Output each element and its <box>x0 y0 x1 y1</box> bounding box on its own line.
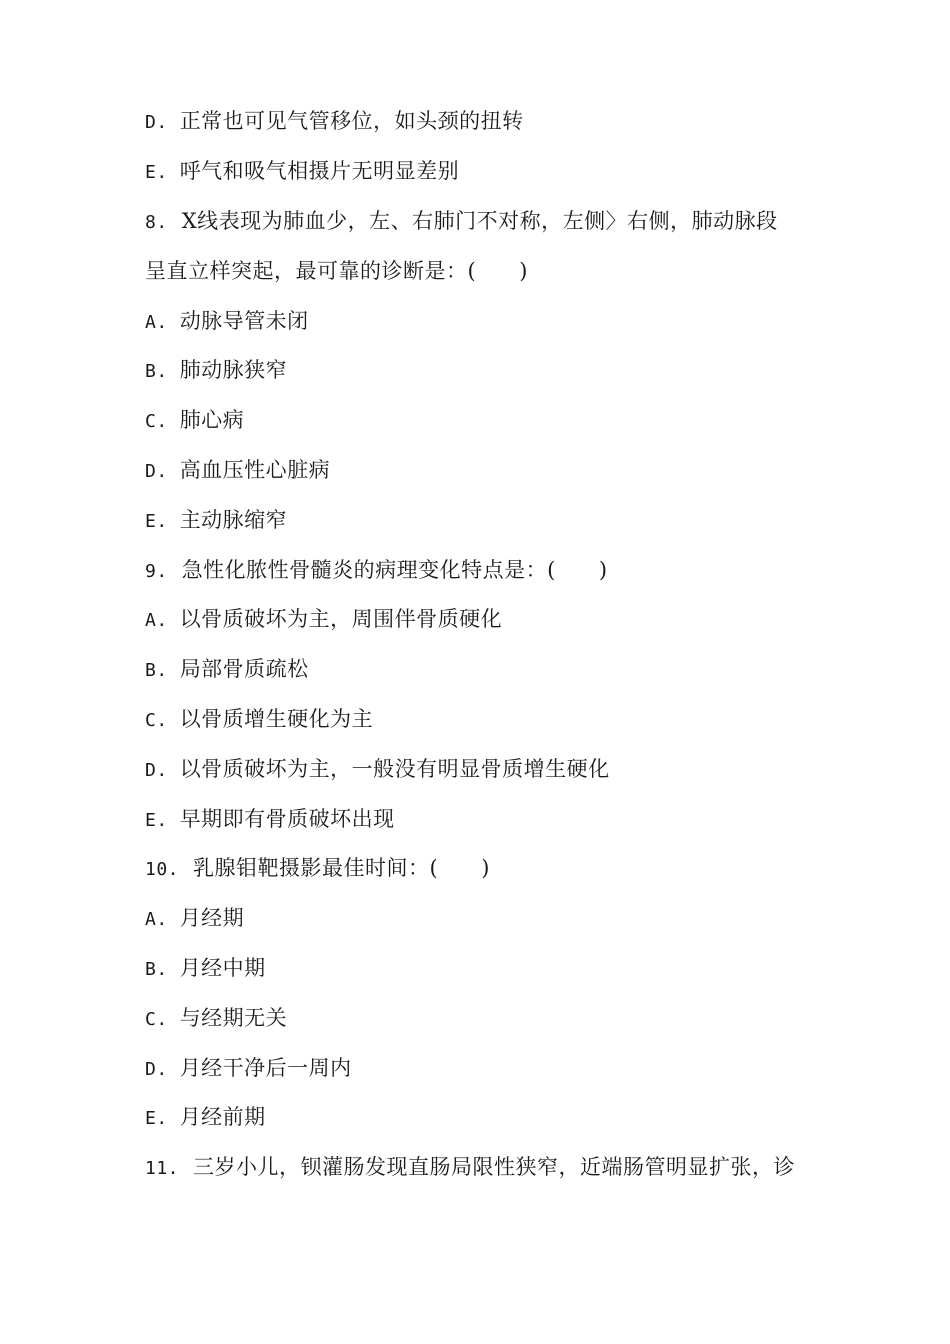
question-number: 10. <box>145 859 180 880</box>
option-label: D. <box>145 461 168 482</box>
question-line <box>145 555 835 587</box>
option-label: A. <box>145 312 168 333</box>
option-text: 正常也可见气管移位，如头颈的扭转 <box>179 109 524 133</box>
option-text: 肺心病 <box>179 408 245 432</box>
option-label: B. <box>145 959 168 980</box>
option-label: B. <box>145 660 168 681</box>
question-number: 8. <box>145 212 168 233</box>
option-text: 与经期无关 <box>179 1006 288 1030</box>
option-line <box>145 455 835 487</box>
option-line <box>145 903 835 935</box>
option-line <box>145 405 835 437</box>
option-line <box>145 106 835 138</box>
option-line <box>145 156 835 188</box>
option-text: 呼气和吸气相摄片无明显差别 <box>179 159 460 183</box>
option-text: 局部骨质疏松 <box>179 657 309 681</box>
option-label: D. <box>145 112 168 133</box>
option-line <box>145 804 835 836</box>
option-label: C. <box>145 710 168 731</box>
option-line <box>145 604 835 636</box>
option-line <box>145 704 835 736</box>
option-text: 早期即有骨质破坏出现 <box>179 807 395 831</box>
question-line <box>145 206 835 238</box>
option-line <box>145 306 835 338</box>
option-label: A. <box>145 610 168 631</box>
option-line <box>145 1053 835 1085</box>
option-line <box>145 355 835 387</box>
option-line <box>145 953 835 985</box>
option-label: E. <box>145 162 168 183</box>
option-line <box>145 505 835 537</box>
option-text: 月经期 <box>179 906 245 930</box>
option-label: B. <box>145 361 168 382</box>
option-text: 肺动脉狭窄 <box>179 358 288 382</box>
question-line <box>145 1152 835 1184</box>
question-text: 乳腺钼靶摄影最佳时间：( ) <box>193 856 490 880</box>
option-label: E. <box>145 1108 168 1129</box>
option-text: 动脉导管未闭 <box>179 309 309 333</box>
question-text: 三岁小儿，钡灌肠发现直肠局限性狭窄，近端肠管明显扩张，诊 <box>193 1155 796 1179</box>
option-line <box>145 1102 835 1134</box>
option-text: 月经中期 <box>179 956 266 980</box>
question-text: 急性化脓性骨髓炎的病理变化特点是：( ) <box>181 558 608 582</box>
option-text: 月经前期 <box>179 1105 266 1129</box>
option-text: 以骨质增生硬化为主 <box>179 707 374 731</box>
option-label: E. <box>145 810 168 831</box>
option-line <box>145 654 835 686</box>
option-text: 以骨质破坏为主，一般没有明显骨质增生硬化 <box>179 757 610 781</box>
option-line <box>145 754 835 786</box>
question-number: 11. <box>145 1158 180 1179</box>
question-text: X线表现为肺血少，左、右肺门不对称，左侧〉右侧，肺动脉段 <box>181 209 778 233</box>
question-line-continued <box>145 256 835 286</box>
option-label: C. <box>145 1009 168 1030</box>
option-text: 高血压性心脏病 <box>179 458 331 482</box>
option-text: 以骨质破坏为主，周围伴骨质硬化 <box>179 607 503 631</box>
question-number: 9. <box>145 561 168 582</box>
option-label: D. <box>145 760 168 781</box>
option-label: A. <box>145 909 168 930</box>
option-label: C. <box>145 411 168 432</box>
option-label: D. <box>145 1059 168 1080</box>
option-text: 主动脉缩窄 <box>179 508 288 532</box>
option-line <box>145 1003 835 1035</box>
question-text: 呈直立样突起，最可靠的诊断是：( ) <box>145 259 528 283</box>
option-text: 月经干净后一周内 <box>179 1056 352 1080</box>
option-label: E. <box>145 511 168 532</box>
question-line <box>145 853 835 885</box>
